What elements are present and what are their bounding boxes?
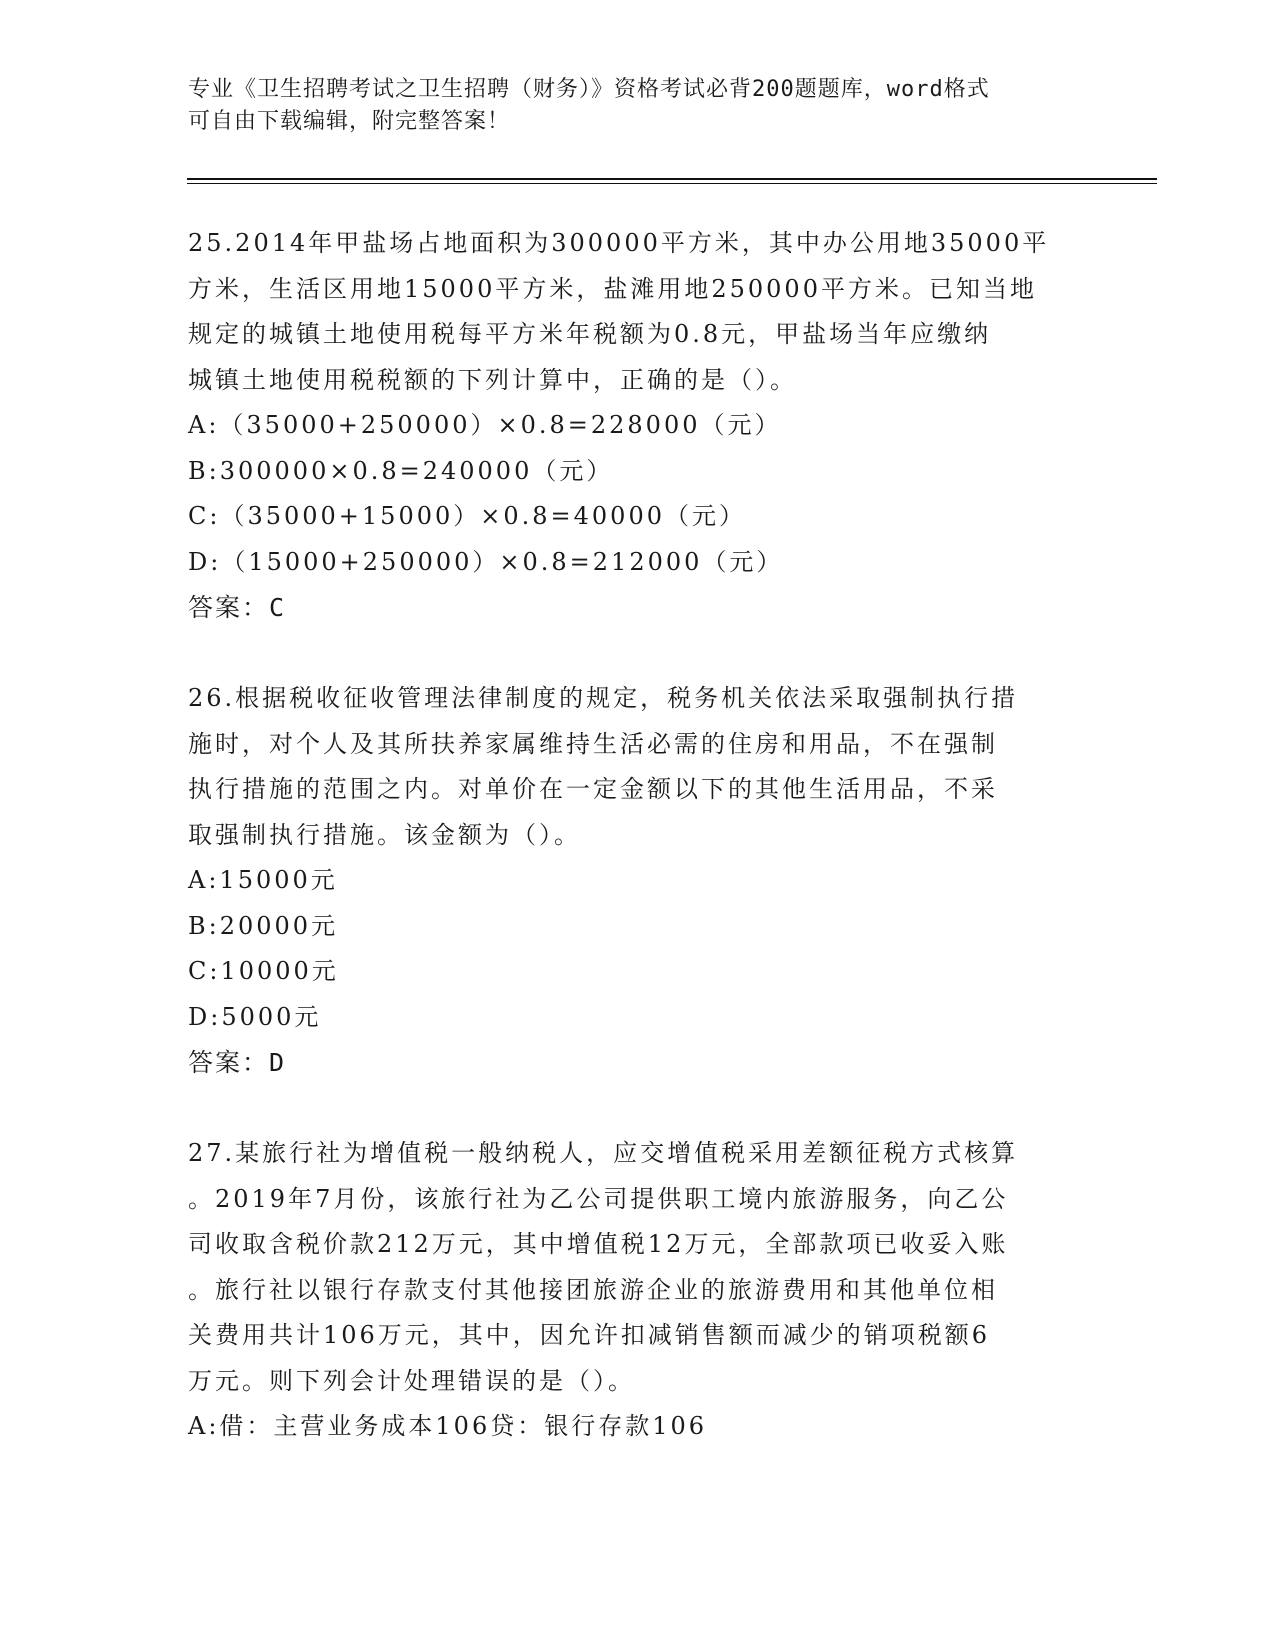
stem-line: 26.根据税收征收管理法律制度的规定，税务机关依法采取强制执行措: [188, 684, 1019, 712]
question-stem: [188, 1131, 1088, 1404]
question-26: [188, 676, 1088, 1086]
stem-line: 城镇土地使用税税额的下列计算中，正确的是（）。: [188, 365, 797, 394]
answer-label: 答案：D: [188, 1048, 287, 1077]
option-a: A:借：主营业务成本106贷：银行存款106: [188, 1412, 708, 1440]
stem-line: 执行措施的范围之内。对单价在一定金额以下的其他生活用品，不采: [188, 775, 998, 803]
stem-line: 司收取含税价款212万元，其中增值税12万元，全部款项已收妥入账: [188, 1230, 1009, 1258]
question-27: [188, 1131, 1088, 1450]
stem-line: 规定的城镇土地使用税每平方米年税额为0.8元，甲盐场当年应缴纳: [188, 320, 992, 348]
option-b: B:20000元: [188, 911, 339, 940]
stem-line: 万元。则下列会计处理错误的是（）。: [188, 1366, 635, 1395]
option-b: B:300000×0.8=240000（元）: [188, 456, 614, 485]
option-c: C:10000元: [188, 957, 339, 985]
option-a: A:15000元: [188, 866, 338, 894]
header-divider-thin: [187, 183, 1157, 184]
header-line: 专业《卫生招聘考试之卫生招聘（财务）》资格考试必背200题题库，word格式: [188, 77, 990, 102]
question-stem: [188, 221, 1088, 403]
header-divider-thick: [187, 178, 1157, 180]
stem-line: 施时，对个人及其所扶养家属维持生活必需的住房和用品，不在强制: [188, 729, 998, 758]
stem-line: 27.某旅行社为增值税一般纳税人，应交增值税采用差额征税方式核算: [188, 1139, 1019, 1167]
stem-line: 方米，生活区用地15000平方米，盐滩用地250000平方米。已知当地: [188, 274, 1037, 303]
option-d: D:（15000+250000）×0.8=212000（元）: [188, 547, 784, 576]
question-25: [188, 221, 1088, 631]
question-stem: [188, 676, 1088, 858]
answer-label: 答案：C: [188, 593, 287, 622]
header-line: 可自由下载编辑，附完整答案！: [188, 109, 511, 134]
stem-line: 取强制执行措施。该金额为（）。: [188, 820, 581, 849]
stem-line: 25.2014年甲盐场占地面积为300000平方米，其中办公用地35000平: [188, 229, 1050, 257]
option-d: D:5000元: [188, 1002, 322, 1031]
stem-line: 关费用共计106万元，其中，因允许扣减销售额而减少的销项税额6: [188, 1321, 991, 1349]
option-c: C:（35000+15000）×0.8=40000（元）: [188, 502, 746, 530]
document-header: [188, 74, 1088, 138]
stem-line: 。2019年7月份，该旅行社为乙公司提供职工境内旅游服务，向乙公: [188, 1184, 1009, 1213]
stem-line: 。旅行社以银行存款支付其他接团旅游企业的旅游费用和其他单位相: [188, 1275, 998, 1304]
option-a: A:（35000+250000）×0.8=228000（元）: [188, 411, 782, 439]
